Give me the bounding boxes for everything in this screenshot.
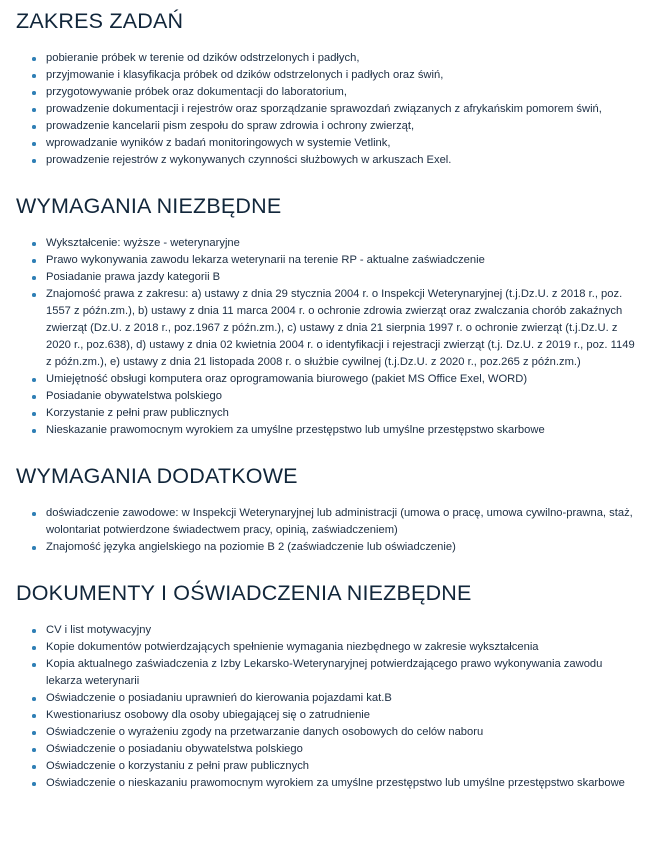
section-wymagania-niezbedne [16,191,638,439]
list-item: Oświadczenie o korzystaniu z pełni praw publicznych [46,758,638,775]
section-title-wymagania-dodatkowe: WYMAGANIA DODATKOWE [16,464,298,488]
list-item: Kopie dokumentów potwierdzających spełnienie wymagania niezbędnego w zakresie wykształcenia [46,639,638,656]
list-item: Wykształcenie: wyższe - weterynaryjne [46,235,638,252]
list-item: pobieranie próbek w terenie od dzików odstrzelonych i padłych, [46,50,638,67]
list-item: przygotowywanie próbek oraz dokumentacji do laboratorium, [46,84,638,101]
list-item: doświadczenie zawodowe: w Inspekcji Weterynaryjnej lub administracji (umowa o pracę, umowa cywilno-prawna, staż, wolontariat potwierdzone świadectwem pracy, opinią, zaświadczeniem) [46,505,638,539]
section-dokumenty-i-oswiadczenia [16,578,638,792]
list-item: Oświadczenie o posiadaniu uprawnień do kierowania pojazdami kat.B [46,690,638,707]
list-item: Oświadczenie o nieskazaniu prawomocnym wyrokiem za umyślne przestępstwo lub umyślne przestępstwo skarbowe [46,775,638,792]
list-item: Kwestionariusz osobowy dla osoby ubiegającej się o zatrudnienie [46,707,638,724]
list-item: Prawo wykonywania zawodu lekarza weterynarii na terenie RP - aktualne zaświadczenie [46,252,638,269]
section-title-wymagania-niezbedne: WYMAGANIA NIEZBĘDNE [16,194,282,218]
list-item: prowadzenie rejestrów z wykonywanych czynności służbowych w arkuszach Exel. [46,152,638,169]
section-title-dokumenty: DOKUMENTY I OŚWIADCZENIA NIEZBĘDNE [16,581,472,605]
list-zakres-zadan [16,50,638,169]
list-item: Korzystanie z pełni praw publicznych [46,405,638,422]
list-item: Znajomość języka angielskiego na poziomie B 2 (zaświadczenie lub oświadczenie) [46,539,638,556]
list-item: Umiejętność obsługi komputera oraz oprogramowania biurowego (pakiet MS Office Exel, WORD) [46,371,638,388]
list-item: Posiadanie prawa jazdy kategorii B [46,269,638,286]
list-item: Oświadczenie o wyrażeniu zgody na przetwarzanie danych osobowych do celów naboru [46,724,638,741]
section-title-zakres-zadan: ZAKRES ZADAŃ [16,9,184,33]
list-item: Kopia aktualnego zaświadczenia z Izby Lekarsko-Weterynaryjnej potwierdzającego prawo wykonywania zawodu lekarza weterynarii [46,656,638,690]
list-item: Posiadanie obywatelstwa polskiego [46,388,638,405]
list-item: Oświadczenie o posiadaniu obywatelstwa polskiego [46,741,638,758]
list-wymagania-niezbedne [16,235,638,439]
section-zakres-zadan [16,6,638,169]
list-item: CV i list motywacyjny [46,622,638,639]
section-wymagania-dodatkowe [16,461,638,556]
list-item: prowadzenie kancelarii pism zespołu do spraw zdrowia i ochrony zwierząt, [46,118,638,135]
list-item: Nieskazanie prawomocnym wyrokiem za umyślne przestępstwo lub umyślne przestępstwo skarbowe [46,422,638,439]
list-wymagania-dodatkowe [16,505,638,556]
list-dokumenty [16,622,638,792]
list-item: wprowadzanie wyników z badań monitoringowych w systemie Vetlink, [46,135,638,152]
list-item: przyjmowanie i klasyfikacja próbek od dzików odstrzelonych i padłych oraz świń, [46,67,638,84]
list-item: Znajomość prawa z zakresu: a) ustawy z dnia 29 stycznia 2004 r. o Inspekcji Weterynaryjnej (t.j.Dz.U. z 2018 r., poz. 1557 z późn.zm.), b) ustawy z dnia 11 marca 2004 r. o ochronie zdrowia zwierząt oraz zwalczania chorób zakaźnych zwierząt (Dz.U. z 2018 r., poz.1967 z późn.zm.), c) ustawy z dnia 21 sierpnia 1997 r. o ochronie zwierząt (t.j.Dz.U. z 2020 r., poz.638), d) ustawy z dnia 02 kwietnia 2004 r. o identyfikacji i rejestracji zwierząt (t.j. Dz.U. z 2019 r., poz. 1149 z późn.zm.), e) ustawy z dnia 21 listopada 2008 r. o służbie cywilnej (t.j.Dz.U. z 2020 r., poz.265 z późn.zm.) [46,286,638,371]
list-item: prowadzenie dokumentacji i rejestrów oraz sporządzanie sprawozdań związanych z afrykańskim pomorem świń, [46,101,638,118]
